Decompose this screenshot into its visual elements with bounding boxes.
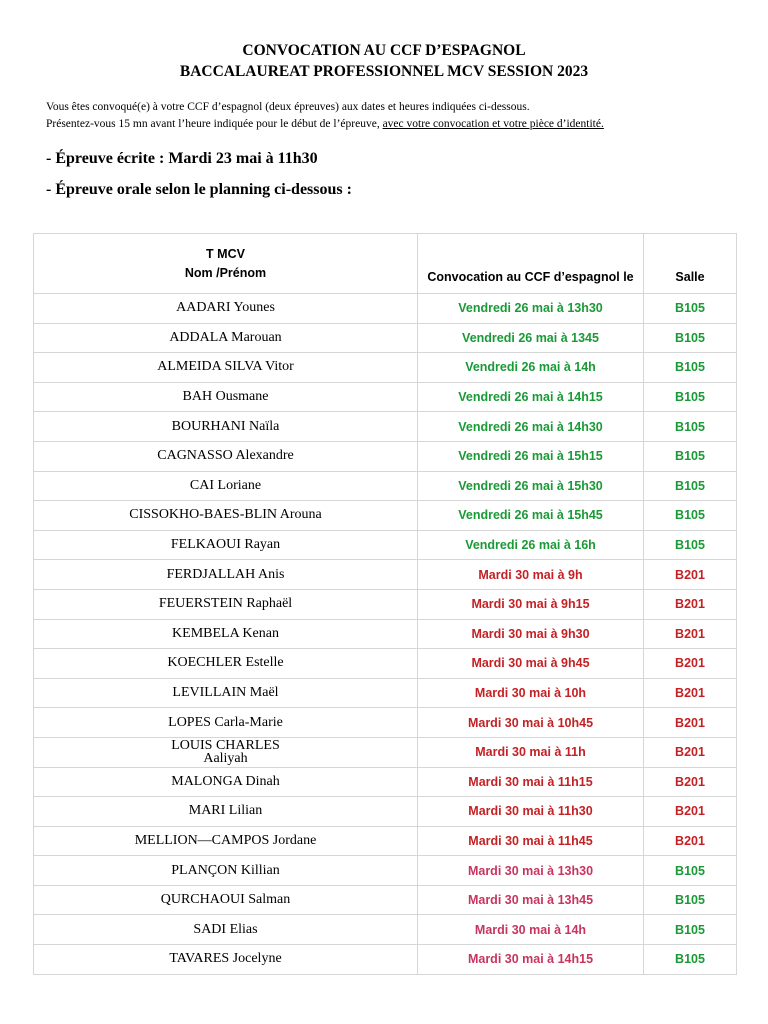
table-row bbox=[34, 501, 737, 531]
student-name-line: MARI Lilian bbox=[188, 803, 263, 819]
schedule-table bbox=[33, 233, 737, 975]
header-class: T MCV bbox=[206, 246, 245, 261]
convocation-date: Vendredi 26 mai à 16h bbox=[418, 530, 644, 560]
student-name bbox=[34, 501, 418, 531]
convocation-date: Vendredi 26 mai à 15h30 bbox=[418, 471, 644, 501]
table-row bbox=[34, 353, 737, 383]
table-row bbox=[34, 589, 737, 619]
convocation-date: Mardi 30 mai à 11h45 bbox=[418, 826, 644, 856]
student-name bbox=[34, 412, 418, 442]
table-row bbox=[34, 530, 737, 560]
header-convocation: Convocation au CCF d’espagnol le bbox=[418, 234, 644, 294]
salle: B201 bbox=[644, 767, 737, 797]
header-name-cell bbox=[34, 234, 418, 294]
student-name-line: ALMEIDA SILVA Vitor bbox=[157, 359, 294, 375]
convocation-date: Vendredi 26 mai à 15h45 bbox=[418, 501, 644, 531]
salle: B201 bbox=[644, 826, 737, 856]
table-row bbox=[34, 382, 737, 412]
convocation-date: Vendredi 26 mai à 15h15 bbox=[418, 441, 644, 471]
header-salle: Salle bbox=[644, 234, 737, 294]
student-name-line: PLANÇON Killian bbox=[171, 862, 280, 878]
header-name: Nom /Prénom bbox=[184, 265, 267, 280]
table-row bbox=[34, 945, 737, 975]
table-header-row bbox=[34, 234, 737, 294]
student-name bbox=[34, 797, 418, 827]
table-row bbox=[34, 678, 737, 708]
student-name-line: KEMBELA Kenan bbox=[172, 625, 279, 641]
salle: B105 bbox=[644, 323, 737, 353]
student-name-line: MALONGA Dinah bbox=[171, 773, 280, 789]
table-row bbox=[34, 649, 737, 679]
salle: B201 bbox=[644, 560, 737, 590]
student-name bbox=[34, 471, 418, 501]
epreuve-ecrite: - Épreuve écrite : Mardi 23 mai à 11h30 bbox=[46, 150, 318, 167]
table-row bbox=[34, 708, 737, 738]
table-row bbox=[34, 441, 737, 471]
salle: B105 bbox=[644, 501, 737, 531]
student-name bbox=[34, 353, 418, 383]
convocation-date: Mardi 30 mai à 11h30 bbox=[418, 797, 644, 827]
table-row bbox=[34, 619, 737, 649]
table-row bbox=[34, 412, 737, 442]
salle: B201 bbox=[644, 649, 737, 679]
student-name-line2: Aaliyah bbox=[203, 751, 248, 767]
student-name-line: MELLION—CAMPOS Jordane bbox=[134, 832, 317, 848]
table-row bbox=[34, 471, 737, 501]
student-name-line: TAVARES Jocelyne bbox=[169, 951, 282, 967]
salle: B201 bbox=[644, 589, 737, 619]
student-name bbox=[34, 441, 418, 471]
salle: B105 bbox=[644, 441, 737, 471]
convocation-date: Mardi 30 mai à 13h30 bbox=[418, 856, 644, 886]
salle: B105 bbox=[644, 471, 737, 501]
salle: B105 bbox=[644, 885, 737, 915]
student-name bbox=[34, 885, 418, 915]
student-name bbox=[34, 294, 418, 324]
student-name-line: FEUERSTEIN Raphaël bbox=[158, 596, 293, 612]
salle: B201 bbox=[644, 797, 737, 827]
salle: B105 bbox=[644, 353, 737, 383]
salle: B201 bbox=[644, 619, 737, 649]
student-name-line: QURCHAOUI Salman bbox=[160, 892, 291, 908]
student-name-line: AADARI Younes bbox=[176, 300, 275, 316]
student-name bbox=[34, 856, 418, 886]
table-row bbox=[34, 797, 737, 827]
salle: B105 bbox=[644, 412, 737, 442]
student-name-line: KOECHLER Estelle bbox=[167, 655, 284, 671]
table-row bbox=[34, 323, 737, 353]
student-name bbox=[34, 323, 418, 353]
convocation-date: Vendredi 26 mai à 1345 bbox=[418, 323, 644, 353]
student-name bbox=[34, 678, 418, 708]
convocation-date: Mardi 30 mai à 14h15 bbox=[418, 945, 644, 975]
student-name-line: FERDJALLAH Anis bbox=[166, 566, 285, 582]
salle: B105 bbox=[644, 294, 737, 324]
student-name-line: SADI Elias bbox=[193, 921, 258, 937]
salle: B201 bbox=[644, 708, 737, 738]
document-title-line2: BACCALAUREAT PROFESSIONNEL MCV SESSION 2023 bbox=[179, 63, 589, 80]
salle: B201 bbox=[644, 737, 737, 767]
convocation-date: Mardi 30 mai à 13h45 bbox=[418, 885, 644, 915]
table-row bbox=[34, 856, 737, 886]
student-name-line: BAH Ousmane bbox=[182, 389, 269, 405]
student-name-line: CAGNASSO Alexandre bbox=[157, 448, 294, 464]
convocation-date: Mardi 30 mai à 9h45 bbox=[418, 649, 644, 679]
table-row bbox=[34, 885, 737, 915]
convocation-date: Mardi 30 mai à 9h30 bbox=[418, 619, 644, 649]
student-name bbox=[34, 767, 418, 797]
table-row bbox=[34, 294, 737, 324]
convocation-date: Mardi 30 mai à 9h15 bbox=[418, 589, 644, 619]
table-row bbox=[34, 560, 737, 590]
table-row bbox=[34, 826, 737, 856]
student-name bbox=[34, 945, 418, 975]
intro-line2 bbox=[46, 118, 604, 130]
salle: B105 bbox=[644, 915, 737, 945]
convocation-date: Mardi 30 mai à 10h45 bbox=[418, 708, 644, 738]
convocation-date: Vendredi 26 mai à 14h15 bbox=[418, 382, 644, 412]
epreuve-orale: - Épreuve orale selon le planning ci-dessous : bbox=[46, 181, 352, 198]
table-row bbox=[34, 737, 737, 767]
student-name bbox=[34, 708, 418, 738]
convocation-date: Mardi 30 mai à 9h bbox=[418, 560, 644, 590]
convocation-date: Mardi 30 mai à 14h bbox=[418, 915, 644, 945]
student-name-line: ADDALA Marouan bbox=[169, 329, 282, 345]
convocation-date: Vendredi 26 mai à 13h30 bbox=[418, 294, 644, 324]
intro-line2-text: Présentez-vous 15 mn avant l’heure indiquée pour le début de l’épreuve, bbox=[46, 118, 383, 130]
convocation-date: Mardi 30 mai à 11h15 bbox=[418, 767, 644, 797]
student-name bbox=[34, 737, 418, 767]
student-name-line: LEVILLAIN Maël bbox=[172, 685, 279, 701]
salle: B105 bbox=[644, 945, 737, 975]
student-name-line: CAI Loriane bbox=[189, 477, 262, 493]
student-name-line: LOPES Carla-Marie bbox=[168, 714, 283, 730]
student-name-line: LOUIS CHARLES bbox=[171, 738, 280, 754]
table-row bbox=[34, 767, 737, 797]
student-name bbox=[34, 915, 418, 945]
student-name bbox=[34, 382, 418, 412]
convocation-date: Mardi 30 mai à 10h bbox=[418, 678, 644, 708]
student-name bbox=[34, 560, 418, 590]
student-name-line: CISSOKHO-BAES-BLIN Arouna bbox=[129, 507, 322, 523]
salle: B105 bbox=[644, 856, 737, 886]
intro-line2-underlined: avec votre convocation et votre pièce d’identité. bbox=[382, 118, 604, 130]
intro-line1: Vous êtes convoqué(e) à votre CCF d’espagnol (deux épreuves) aux dates et heures indiquées ci-dessous. bbox=[46, 101, 530, 113]
student-name bbox=[34, 826, 418, 856]
student-name bbox=[34, 530, 418, 560]
table-row bbox=[34, 915, 737, 945]
convocation-date: Vendredi 26 mai à 14h bbox=[418, 353, 644, 383]
student-name-line: BOURHANI Naïla bbox=[171, 418, 280, 434]
student-name-line: FELKAOUI Rayan bbox=[170, 537, 281, 553]
salle: B201 bbox=[644, 678, 737, 708]
salle: B105 bbox=[644, 530, 737, 560]
student-name bbox=[34, 649, 418, 679]
convocation-date: Vendredi 26 mai à 14h30 bbox=[418, 412, 644, 442]
student-name bbox=[34, 589, 418, 619]
student-name bbox=[34, 619, 418, 649]
salle: B105 bbox=[644, 382, 737, 412]
convocation-date: Mardi 30 mai à 11h bbox=[418, 737, 644, 767]
document-title-line1: CONVOCATION AU CCF D’ESPAGNOL bbox=[242, 42, 526, 59]
